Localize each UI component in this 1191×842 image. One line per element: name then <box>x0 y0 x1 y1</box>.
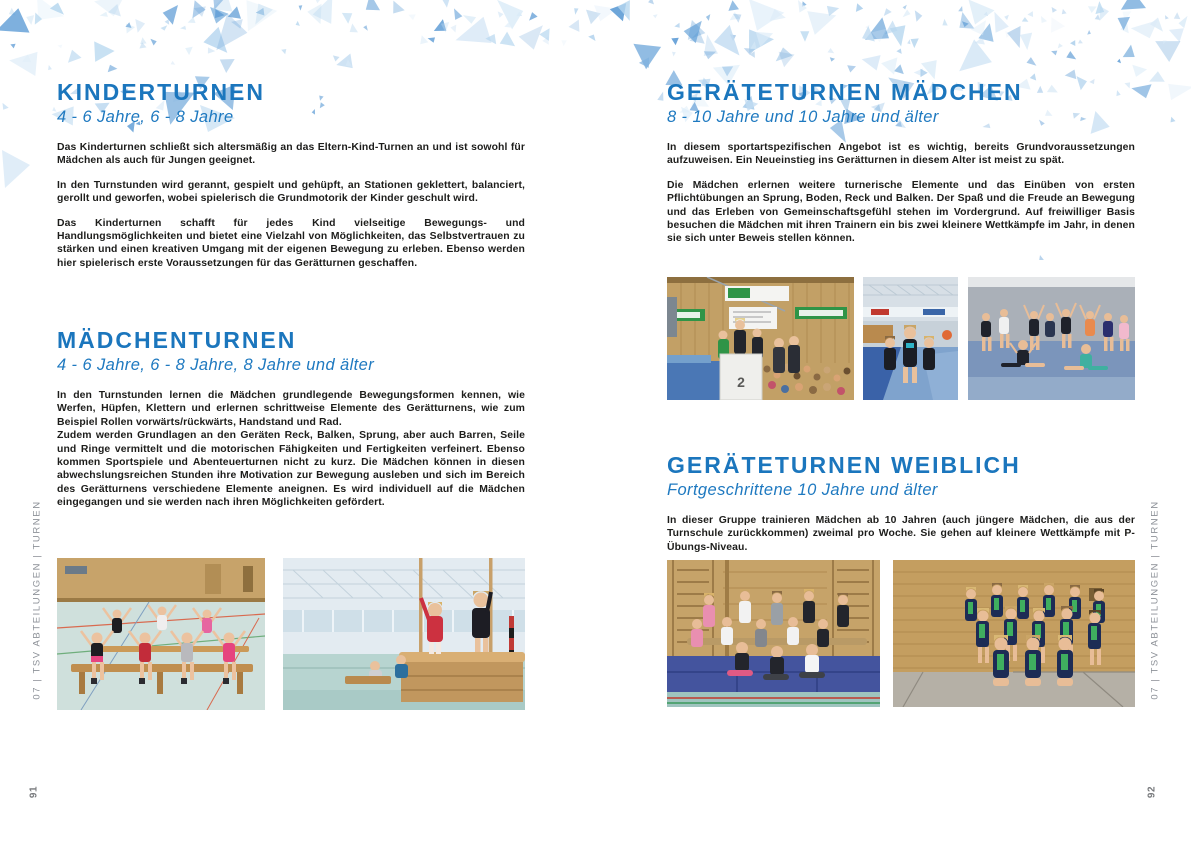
section-subtitle: 4 - 6 Jahre, 6 - 8 Jahre, 8 Jahre und älter <box>57 356 375 374</box>
section-title: GERÄTETURNEN MÄDCHEN <box>667 79 1023 105</box>
section-title: MÄDCHENTURNEN <box>57 327 297 353</box>
section-body <box>667 514 1135 554</box>
left-page-number: 91 <box>28 785 40 799</box>
paragraph: In diesem sportartspezifischen Angebot ist es wichtig, bereits Grundvoraussetzungen aufzuweisen. Ein Neueinstieg ins Gerätturnen in diesem Alter ist meist zu spät. <box>667 142 1135 167</box>
right-page-number: 92 <box>1146 785 1158 799</box>
paragraph: In den Turnstunden lernen die Mädchen grundlegende Bewegungsformen kennen, wie Werfen, Hüpfen, Klettern und erlernen schrittweise Elemente des Gerätturnens, wie zum Beispiel Rollen vorwärts/rückwärts, Handstand und Rad. <box>57 390 525 428</box>
section-body <box>667 141 1135 246</box>
section-maedchenturnen <box>57 328 525 510</box>
photo-kinderturnen-bench <box>57 558 265 710</box>
left-sidebar-label: 07 | TSV ABTEILUNGEN | TURNEN <box>31 500 43 700</box>
paragraph: In dieser Gruppe trainieren Mädchen ab 10 Jahren (auch jüngere Mädchen, die aus der Turnschule zurückkommen) zweimal pro Woche. Sie gehen auf kleinere Wettkämpfe mit P-Übungs-Niveau. <box>667 515 1135 553</box>
paragraph: Zudem werden Grundlagen an den Geräten Reck, Balken, Sprung, aber auch Barren, Seile und Ringe vermittelt und die motorischen Fähigkeiten und Fertigkeiten verfeinert. Ebenso kommen Sportspiele und Abenteuerturnen nicht zu kurz. Die Mädchen können in diesen abwechslungsreichen Stunden ihre Motivation zur Bewegung ausleben und sich im Bereich des Gerätturnens verschiedene Elemente aneignen. Es wird individuell auf die Mädchen eingegangen und sie werden nach ihren Möglichkeiten gefördert. <box>57 430 525 509</box>
right-sidebar-label: 07 | TSV ABTEILUNGEN | TURNEN <box>1149 500 1161 700</box>
section-subtitle: Fortgeschrittene 10 Jahre und älter <box>667 481 938 499</box>
section-body <box>57 141 525 270</box>
photo-kinderturnen-vault <box>283 558 525 710</box>
section-body <box>57 389 525 510</box>
photo-wettkampf-podium <box>667 277 854 400</box>
photo-gruppe-sprossenwand <box>667 560 880 707</box>
paragraph: In den Turnstunden wird gerannt, gespielt und gehüpft, an Stationen geklettert, balanciert, gerollt und geworfen, wobei spielerisch die Grundmotorik der Kinder geschult wird. <box>57 179 525 205</box>
photo-gruppe-spagat <box>968 277 1135 400</box>
section-subtitle: 8 - 10 Jahre und 10 Jahre und älter <box>667 108 939 126</box>
section-subtitle: 4 - 6 Jahre, 6 - 8 Jahre <box>57 108 234 126</box>
section-title: KINDERTURNEN <box>57 79 265 105</box>
section-geraeteturnen-maedchen <box>667 80 1135 246</box>
photo-mannschaft-turnanzuege <box>893 560 1135 707</box>
section-geraeteturnen-weiblich <box>667 453 1135 554</box>
section-title: GERÄTETURNEN WEIBLICH <box>667 452 1021 478</box>
paragraph: Die Mädchen erlernen weitere turnerische Elemente und das Einüben von ersten Pflichtübungen an Sprung, Boden, Reck und Balken. Der Spaß und die Freude an Bewegung und das Erleben von Gemeinschaftsgefühl stehen im Vordergrund. Auf freiwilliger Basis besuchen die Mädchen mit ihren Trainern ein bis zwei kleinere Wettkämpfe im Jahr, in denen sie sich unter Beweis stellen können. <box>667 179 1135 245</box>
section-kinderturnen <box>57 80 525 270</box>
paragraph: Das Kinderturnen schafft für jedes Kind vielseitige Bewegungs- und Handlungsmöglichkeiten und bietet eine Vielzahl von Möglichkeiten, das Selbstvertrauen zu stärken und einen kreativen Umgang mit der eigenen Bewegung zu erleben. Ebenso werden hier spielerisch erste Voraussetzungen für das Gerätturnen geschaffen. <box>57 217 525 269</box>
paragraph: Das Kinderturnen schließt sich altersmäßig an das Eltern-Kind-Turnen an und ist sowohl für Mädchen als auch für Jungen geeignet. <box>57 142 525 167</box>
photo-turnerinnen-matten <box>863 277 958 400</box>
svg-text:2: 2 <box>737 374 745 390</box>
